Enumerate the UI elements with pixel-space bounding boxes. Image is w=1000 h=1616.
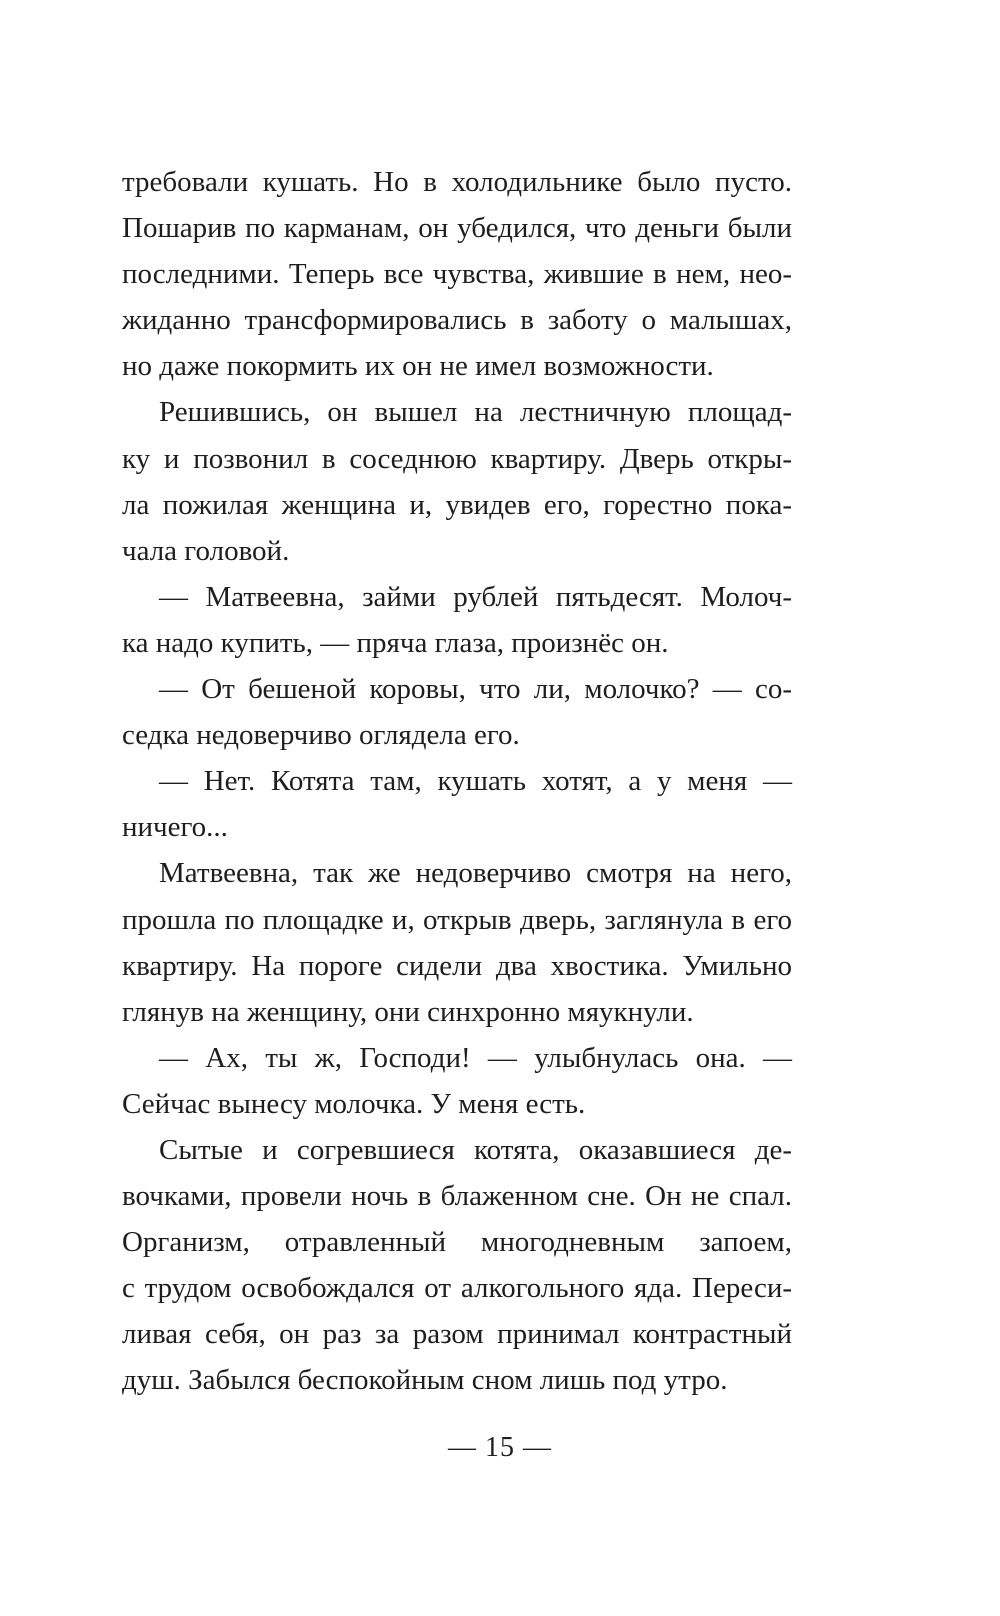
text-line: последними. Теперь все чувства, жившие в нем, нео- [122,258,792,291]
text-line: — От бешеной коровы, что ли, молочко? — со- [159,673,792,706]
text-line: Решившись, он вышел на лестничную площад- [159,396,792,429]
text-line: квартиру. На пороге сидели два хвостика. Умильно [122,949,792,982]
text-line: — Нет. Котята там, кушать хотят, а у меня — [159,765,792,798]
text-line: ка надо купить, — пряча глаза, произнёс он. [122,626,669,659]
text-line: ничего... [122,811,228,844]
text-line: Организм, отравленный многодневным запоем, [122,1226,792,1259]
text-line: седка недоверчиво оглядела его. [122,719,520,752]
text-line: жиданно трансформировались в заботу о малышах, [122,304,792,337]
text-line: требовали кушать. Но в холодильнике было пусто. [122,166,792,198]
text-line: с трудом освобождался от алкогольного яда. Переси- [122,1272,792,1305]
text-line: Пошарив по карманам, он убедился, что деньги были [122,212,792,245]
text-line: душ. Забылся беспокойным сном лишь под утро. [122,1364,728,1397]
page-number: — 15 — [448,1432,552,1463]
text-line: ливая себя, он раз за разом принимал контрастный [122,1318,792,1351]
text-line: ла пожилая женщина и, увидев его, горестно пока- [122,488,792,521]
text-line: но даже покормить их он не имел возможности. [122,350,714,383]
text-line: вочками, провели ночь в блаженном сне. Он не спал. [122,1180,792,1213]
text-line: ку и позвонил в соседнюю квартиру. Дверь откры- [122,442,792,475]
text-line: глянув на женщину, они синхронно мяукнули. [122,995,694,1028]
text-line: Матвеевна, так же недоверчиво смотря на него, [159,857,792,890]
text-line: — Матвеевна, займи рублей пятьдесят. Молоч- [159,580,792,613]
text-line: прошла по площадке и, открыв дверь, заглянула в его [122,903,792,936]
text-line: Сытые и согревшиеся котята, оказавшиеся де- [159,1133,792,1166]
text-line: чала головой. [122,534,290,567]
body-text [122,159,792,1404]
text-line: Сейчас вынесу молочка. У меня есть. [122,1087,586,1120]
text-line: — Ах, ты ж, Господи! — улыбнулась она. — [159,1041,792,1074]
